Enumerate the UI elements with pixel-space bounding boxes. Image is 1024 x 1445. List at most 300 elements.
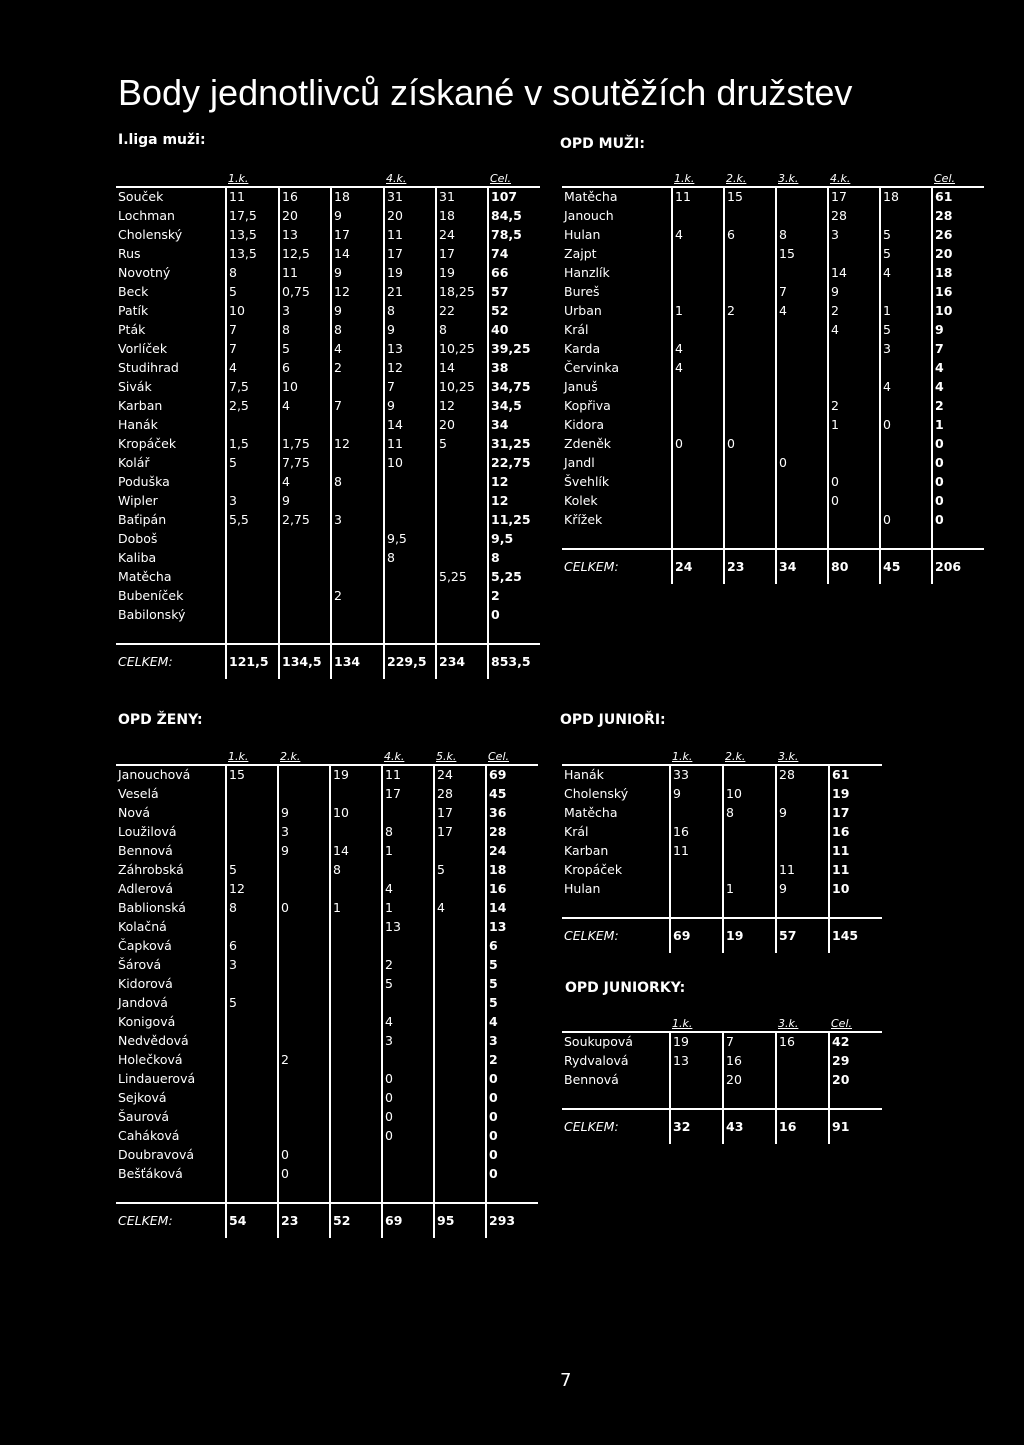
score-cell: 8: [279, 321, 331, 340]
table-row: [116, 899, 538, 918]
spacer-cell: [382, 1184, 434, 1203]
score-cell: [331, 530, 384, 549]
player-name: Jandl: [564, 455, 595, 471]
total-cell: 17: [829, 804, 882, 823]
total-cell: 20: [932, 245, 984, 264]
player-name: Baťipán: [118, 512, 167, 528]
score-cell: [226, 804, 278, 823]
score-cell: [330, 1089, 382, 1108]
total-cell: 8: [488, 549, 540, 568]
spacer-cell: [829, 899, 882, 918]
table-row: [116, 1070, 538, 1089]
player-name: Hulan: [564, 227, 601, 243]
score-cell: 9,5: [384, 530, 436, 549]
spacer-cell: [486, 1184, 538, 1203]
table-row: [562, 785, 882, 804]
total-cell: 0: [932, 454, 984, 473]
score-cell: [382, 1146, 434, 1165]
score-cell: [880, 492, 932, 511]
score-cell: 7: [776, 283, 828, 302]
player-name: Hanzlík: [564, 265, 610, 281]
score-cell: [434, 937, 486, 956]
score-cell: 9: [776, 804, 829, 823]
score-cell: 20: [384, 207, 436, 226]
total-value: 69: [382, 1203, 434, 1238]
total-cell: 0: [932, 435, 984, 454]
score-cell: 14: [436, 359, 488, 378]
score-cell: [724, 207, 776, 226]
table-row: [116, 1089, 538, 1108]
table-row: [562, 245, 984, 264]
column-header: 2.k.: [725, 749, 746, 763]
spacer-cell: [384, 625, 436, 644]
player-name: Januš: [564, 379, 598, 395]
total-cell: 19: [829, 785, 882, 804]
score-cell: 0: [382, 1070, 434, 1089]
total-value: 134: [331, 644, 384, 679]
score-cell: [330, 1051, 382, 1070]
table-row: [116, 302, 540, 321]
score-cell: 7: [723, 1032, 776, 1052]
score-cell: [672, 492, 724, 511]
table-row: [116, 378, 540, 397]
score-cell: 17: [331, 226, 384, 245]
total-cell: 10: [932, 302, 984, 321]
total-cell: 28: [932, 207, 984, 226]
score-cell: [776, 378, 828, 397]
score-cell: 0: [382, 1108, 434, 1127]
total-cell: 9: [932, 321, 984, 340]
score-cell: [434, 1032, 486, 1051]
score-cell: [384, 587, 436, 606]
total-value: 134,5: [279, 644, 331, 679]
score-cell: 5: [880, 321, 932, 340]
score-cell: 8: [330, 861, 382, 880]
player-name: Kropáček: [564, 862, 623, 878]
total-cell: 34,75: [488, 378, 540, 397]
player-name: Soukupová: [564, 1034, 633, 1050]
score-cell: [330, 1165, 382, 1184]
score-cell: 13: [384, 340, 436, 359]
score-cell: [724, 340, 776, 359]
score-cell: 4: [382, 880, 434, 899]
player-name: Novotný: [118, 265, 171, 281]
score-cell: 28: [828, 207, 880, 226]
table-row: [562, 226, 984, 245]
score-cell: 31: [436, 187, 488, 207]
player-name: Beck: [118, 284, 149, 300]
score-cell: 9: [331, 302, 384, 321]
total-value: 206: [932, 549, 984, 584]
score-cell: [670, 1071, 723, 1090]
score-cell: 11: [279, 264, 331, 283]
score-cell: [434, 1146, 486, 1165]
score-cell: [226, 1165, 278, 1184]
table-row: [116, 587, 540, 606]
score-cell: 8: [723, 804, 776, 823]
score-cell: 19: [436, 264, 488, 283]
score-cell: 9: [331, 207, 384, 226]
table-row: [116, 861, 538, 880]
player-name: Matěcha: [118, 569, 172, 585]
table-row: [562, 416, 984, 435]
table-header-row: [562, 748, 882, 765]
score-cell: [670, 861, 723, 880]
total-cell: 69: [486, 765, 538, 785]
spacer-cell: [226, 625, 279, 644]
score-cell: [828, 340, 880, 359]
score-cell: [434, 1127, 486, 1146]
score-cell: [226, 975, 278, 994]
spacer-cell: [776, 1090, 829, 1109]
player-name: Bennová: [118, 843, 173, 859]
score-cell: 18: [436, 207, 488, 226]
score-cell: 0: [278, 899, 330, 918]
total-cell: 34,5: [488, 397, 540, 416]
section-label-opd-juniorky: OPD JUNIORKY:: [565, 980, 686, 996]
score-cell: [330, 1013, 382, 1032]
player-name: Loužilová: [118, 824, 177, 840]
score-cell: 12: [331, 283, 384, 302]
score-cell: [828, 435, 880, 454]
player-name: Janouchová: [118, 767, 191, 783]
player-name: Kolář: [118, 455, 150, 471]
score-cell: [724, 416, 776, 435]
score-cell: 4: [672, 226, 724, 245]
table-row: [116, 207, 540, 226]
table-row: [562, 823, 882, 842]
score-cell: 8: [331, 321, 384, 340]
spacer-cell: [278, 1184, 330, 1203]
score-cell: 5: [226, 454, 279, 473]
score-cell: [330, 785, 382, 804]
total-cell: 66: [488, 264, 540, 283]
score-cell: [828, 511, 880, 530]
spacer-cell: [776, 899, 829, 918]
spacer-cell: [724, 530, 776, 549]
score-cell: 14: [828, 264, 880, 283]
score-cell: [278, 1089, 330, 1108]
score-cell: [382, 804, 434, 823]
column-header: Cel.: [488, 749, 510, 763]
score-cell: [724, 511, 776, 530]
score-cell: 9: [331, 264, 384, 283]
column-header: [880, 170, 932, 187]
score-cell: [436, 511, 488, 530]
spacer-cell: [488, 625, 540, 644]
player-name: Kropáček: [118, 436, 177, 452]
column-header: 3.k.: [778, 1016, 799, 1030]
score-cell: 2: [724, 302, 776, 321]
score-cell: 4: [672, 340, 724, 359]
total-cell: 4: [932, 359, 984, 378]
score-cell: [226, 1089, 278, 1108]
player-name: Hanák: [118, 417, 158, 433]
score-cell: 12: [436, 397, 488, 416]
score-cell: [723, 823, 776, 842]
score-cell: 6: [226, 937, 278, 956]
player-name: Nová: [118, 805, 151, 821]
score-cell: 3: [278, 823, 330, 842]
total-cell: 4: [932, 378, 984, 397]
player-name: Lochman: [118, 208, 175, 224]
score-cell: [880, 473, 932, 492]
total-cell: 3: [486, 1032, 538, 1051]
player-name: Veselá: [118, 786, 159, 802]
score-cell: [434, 1070, 486, 1089]
player-name: Kopřiva: [564, 398, 611, 414]
total-cell: 13: [486, 918, 538, 937]
score-cell: 18: [331, 187, 384, 207]
total-cell: 45: [486, 785, 538, 804]
table-row: [116, 1108, 538, 1127]
score-cell: [330, 1127, 382, 1146]
total-value: 95: [434, 1203, 486, 1238]
score-cell: 13: [670, 1052, 723, 1071]
table-row: [562, 861, 882, 880]
total-value: 16: [776, 1109, 829, 1144]
spacer-cell: [226, 1184, 278, 1203]
table-row: [116, 1051, 538, 1070]
score-cell: 8: [331, 473, 384, 492]
table-row: [116, 530, 540, 549]
score-cell: [279, 549, 331, 568]
player-name: Lindauerová: [118, 1071, 196, 1087]
score-cell: 4: [331, 340, 384, 359]
score-cell: 8: [382, 823, 434, 842]
score-cell: 4: [226, 359, 279, 378]
table-row: [562, 264, 984, 283]
score-cell: 3: [331, 511, 384, 530]
score-cell: [226, 842, 278, 861]
score-cell: 2: [382, 956, 434, 975]
score-cell: 10: [226, 302, 279, 321]
score-cell: 8: [384, 549, 436, 568]
table-row: [562, 340, 984, 359]
score-cell: [436, 492, 488, 511]
total-cell: 10: [829, 880, 882, 899]
column-header: Cel.: [490, 171, 512, 185]
score-cell: [226, 549, 279, 568]
column-header: 1.k.: [672, 749, 693, 763]
table-row: [116, 994, 538, 1013]
score-cell: 9: [384, 397, 436, 416]
total-value: 229,5: [384, 644, 436, 679]
table-row: [562, 842, 882, 861]
total-cell: 29: [829, 1052, 882, 1071]
player-name: Cholenský: [118, 227, 183, 243]
score-cell: [436, 473, 488, 492]
table-row: [562, 359, 984, 378]
score-cell: [330, 1146, 382, 1165]
score-cell: [434, 842, 486, 861]
total-value: 45: [880, 549, 932, 584]
player-name: Křížek: [564, 512, 603, 528]
score-cell: [279, 606, 331, 625]
score-cell: 5: [436, 435, 488, 454]
score-cell: [279, 416, 331, 435]
player-name: Rus: [118, 246, 141, 262]
total-cell: 107: [488, 187, 540, 207]
score-cell: 0: [672, 435, 724, 454]
player-name: Wipler: [118, 493, 158, 509]
score-cell: 15: [226, 765, 278, 785]
score-cell: 0: [382, 1127, 434, 1146]
table-row: [562, 765, 882, 785]
total-cell: 2: [932, 397, 984, 416]
score-cell: 21: [384, 283, 436, 302]
total-value: 853,5: [488, 644, 540, 679]
score-cell: 3: [828, 226, 880, 245]
player-name: Kolek: [564, 493, 598, 509]
score-cell: 20: [279, 207, 331, 226]
total-value: 43: [723, 1109, 776, 1144]
score-cell: 8: [384, 302, 436, 321]
score-cell: 9: [384, 321, 436, 340]
spacer-cell: [116, 625, 226, 644]
score-cell: [828, 245, 880, 264]
score-cell: 3: [226, 956, 278, 975]
score-cell: 2: [331, 587, 384, 606]
score-cell: [226, 473, 279, 492]
player-name: Studihrad: [118, 360, 179, 376]
score-cell: 3: [226, 492, 279, 511]
score-cell: [672, 511, 724, 530]
column-header: 2.k.: [726, 171, 747, 185]
score-cell: [723, 861, 776, 880]
player-name: Karda: [564, 341, 601, 357]
score-cell: 16: [776, 1032, 829, 1052]
column-header: [330, 748, 382, 765]
total-cell: 9,5: [488, 530, 540, 549]
spacer-cell: [776, 530, 828, 549]
table-opd-juniori: [562, 748, 882, 953]
table-header-row: [116, 170, 540, 187]
score-cell: [279, 587, 331, 606]
table-opd-zeny: [116, 748, 538, 1238]
score-cell: 4: [880, 264, 932, 283]
table-row: [116, 785, 538, 804]
score-cell: 7,75: [279, 454, 331, 473]
total-value: 24: [672, 549, 724, 584]
score-cell: 20: [436, 416, 488, 435]
score-cell: [828, 378, 880, 397]
score-cell: 4: [776, 302, 828, 321]
score-cell: [776, 435, 828, 454]
score-cell: 28: [776, 765, 829, 785]
total-row: [116, 644, 540, 679]
score-cell: 13,5: [226, 226, 279, 245]
score-cell: 15: [724, 187, 776, 207]
total-cell: 11,25: [488, 511, 540, 530]
score-cell: [724, 378, 776, 397]
column-header: [331, 170, 384, 187]
score-cell: [436, 549, 488, 568]
score-cell: 5: [226, 994, 278, 1013]
score-cell: 5: [382, 975, 434, 994]
score-cell: [278, 785, 330, 804]
score-cell: 4: [434, 899, 486, 918]
column-header: [116, 170, 226, 187]
table-row: [562, 397, 984, 416]
table-row: [116, 416, 540, 435]
section-label-opd-juniori: OPD JUNIOŘI:: [560, 712, 666, 728]
score-cell: 3: [279, 302, 331, 321]
score-cell: [382, 1165, 434, 1184]
score-cell: [724, 264, 776, 283]
total-cell: 0: [932, 492, 984, 511]
player-name: Kidora: [564, 417, 605, 433]
score-cell: [776, 842, 829, 861]
score-cell: [330, 1032, 382, 1051]
spacer-cell: [670, 1090, 723, 1109]
spacer-cell: [436, 625, 488, 644]
score-cell: [436, 530, 488, 549]
table-row: [116, 1165, 538, 1184]
score-cell: 16: [279, 187, 331, 207]
score-cell: [670, 880, 723, 899]
column-header: Cel.: [934, 171, 956, 185]
score-cell: [670, 804, 723, 823]
total-label: CELKEM:: [564, 927, 619, 943]
score-cell: [672, 454, 724, 473]
score-cell: [434, 1108, 486, 1127]
player-name: Šárová: [118, 957, 162, 973]
total-row: [562, 549, 984, 584]
player-name: Záhrobská: [118, 862, 184, 878]
score-cell: 5: [226, 861, 278, 880]
table-row: [116, 511, 540, 530]
score-cell: [226, 918, 278, 937]
score-cell: 5: [279, 340, 331, 359]
player-name: Bureš: [564, 284, 600, 300]
table-row: [116, 321, 540, 340]
player-name: Červinka: [564, 360, 620, 376]
score-cell: [382, 937, 434, 956]
score-cell: 12: [384, 359, 436, 378]
score-cell: [384, 473, 436, 492]
player-name: Cholenský: [564, 786, 629, 802]
score-cell: 9: [828, 283, 880, 302]
score-cell: [672, 321, 724, 340]
score-cell: [226, 530, 279, 549]
score-cell: 0: [382, 1089, 434, 1108]
column-header: Cel.: [831, 1016, 853, 1030]
total-cell: 39,25: [488, 340, 540, 359]
score-cell: [880, 454, 932, 473]
total-value: 52: [330, 1203, 382, 1238]
player-name: Kidorová: [118, 976, 173, 992]
total-cell: 84,5: [488, 207, 540, 226]
total-cell: 74: [488, 245, 540, 264]
total-row: [562, 1109, 882, 1144]
total-cell: 0: [486, 1146, 538, 1165]
total-cell: 52: [488, 302, 540, 321]
score-cell: 6: [279, 359, 331, 378]
total-cell: 6: [486, 937, 538, 956]
score-cell: 3: [880, 340, 932, 359]
score-cell: 4: [279, 397, 331, 416]
score-cell: [226, 785, 278, 804]
score-cell: [672, 283, 724, 302]
score-cell: [330, 1108, 382, 1127]
score-cell: 10: [330, 804, 382, 823]
score-cell: [331, 568, 384, 587]
score-cell: [880, 283, 932, 302]
player-name: Bubeníček: [118, 588, 184, 604]
score-cell: 8: [226, 899, 278, 918]
score-cell: 1: [382, 899, 434, 918]
